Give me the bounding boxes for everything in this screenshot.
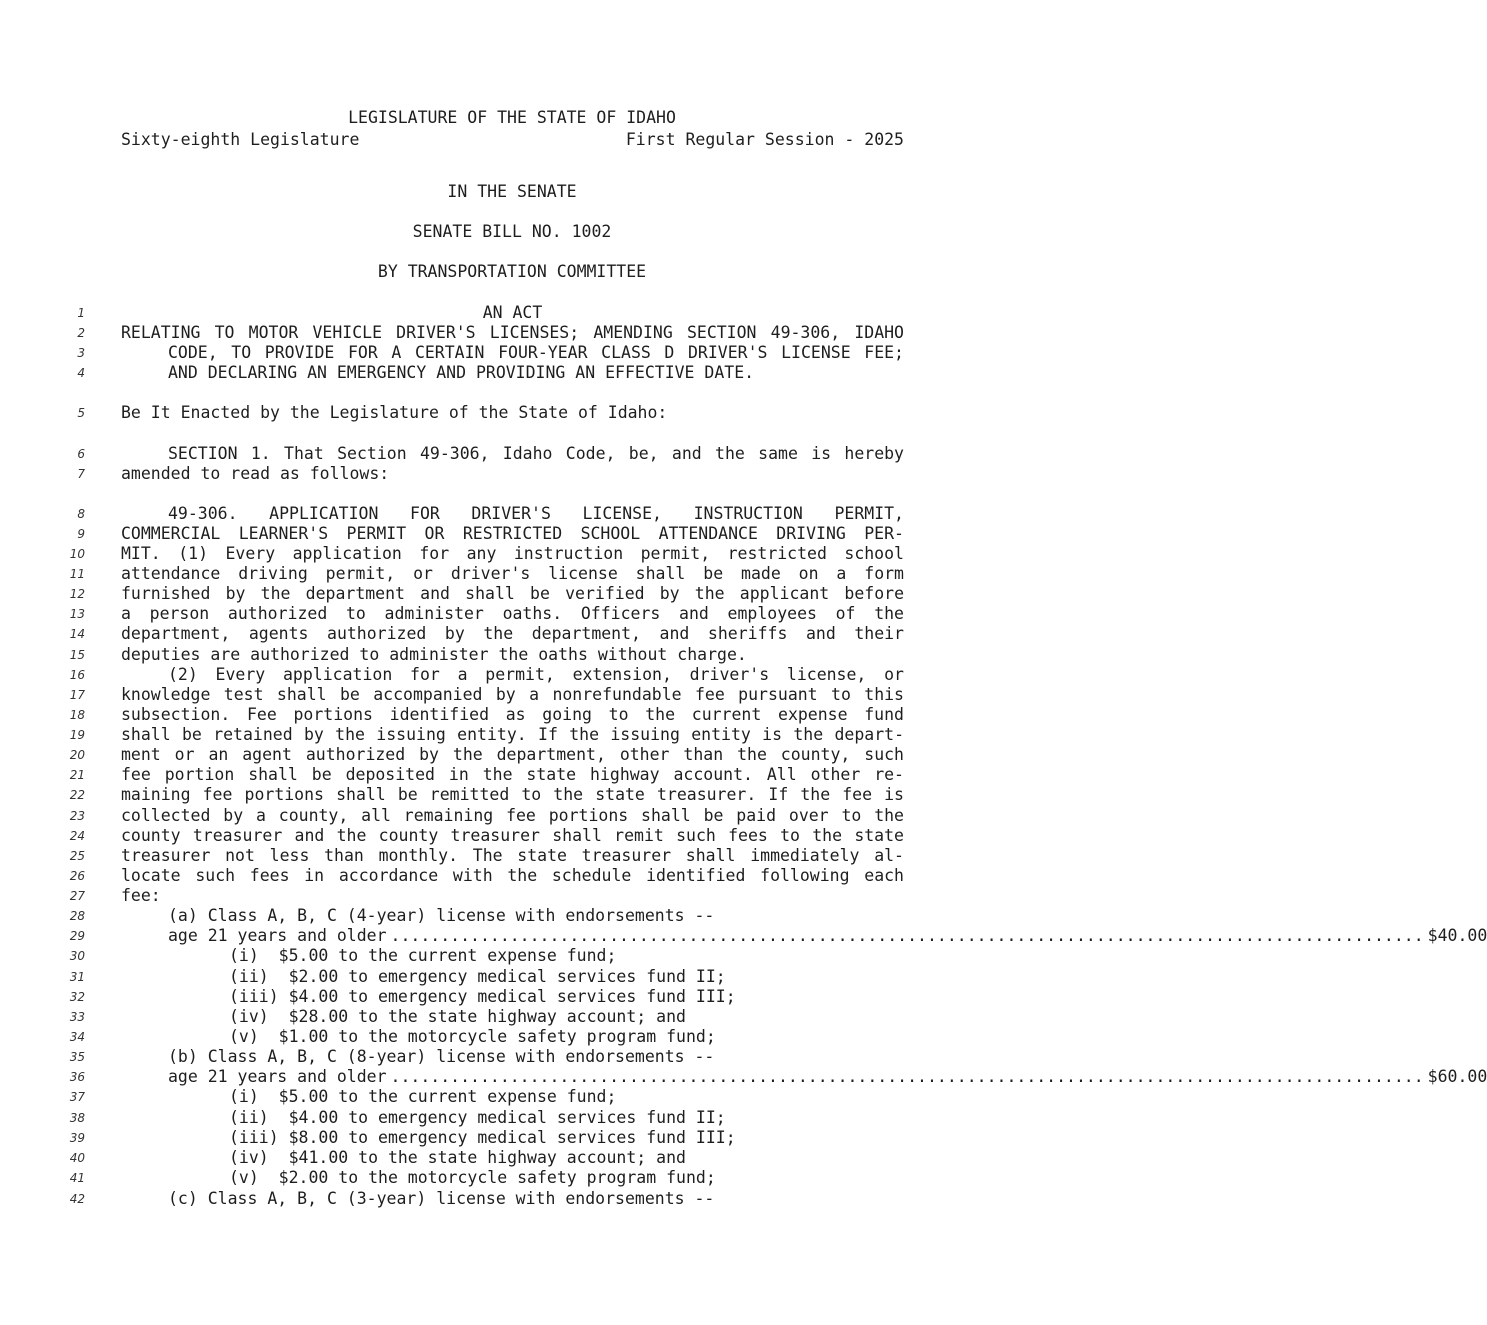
fee-allocation: (iv) $41.00 to the state highway account; and: [229, 1148, 686, 1167]
fee-total-label: age 21 years and older: [168, 1067, 387, 1086]
line-number: 5: [77, 406, 85, 420]
line-number: 40: [69, 1151, 85, 1165]
line-number: 9: [77, 527, 85, 541]
bill-text-line: fee:: [121, 886, 161, 905]
bill-text-line: department, agents authorized by the department, and sheriffs and their: [121, 624, 904, 643]
line-number: 22: [69, 788, 85, 802]
section-heading: SECTION 1. That Section 49-306, Idaho Code, be, and the same is hereby: [168, 444, 904, 463]
bill-text-line: AND DECLARING AN EMERGENCY AND PROVIDING AN EFFECTIVE DATE.: [168, 363, 755, 382]
fee-item-heading: (c) Class A, B, C (3-year) license with endorsements --: [168, 1189, 715, 1208]
line-number: 15: [69, 648, 85, 662]
line-number: 20: [69, 748, 85, 762]
line-number: 41: [69, 1171, 85, 1185]
chamber-label: IN THE SENATE: [447, 182, 577, 201]
line-number: 27: [69, 889, 85, 903]
line-number: 25: [69, 849, 85, 863]
line-number: 28: [69, 909, 85, 923]
bill-text-line: COMMERCIAL LEARNER'S PERMIT OR RESTRICTED SCHOOL ATTENDANCE DRIVING PER-: [121, 524, 904, 543]
line-number: 37: [69, 1090, 85, 1104]
line-number: 2: [77, 326, 85, 340]
line-number: 11: [69, 567, 85, 581]
line-number: 4: [77, 366, 85, 380]
fee-total-line: [168, 926, 1487, 946]
bill-number: SENATE BILL NO. 1002: [412, 222, 612, 241]
line-number: 12: [69, 587, 85, 601]
bill-text-line: amended to read as follows:: [121, 464, 390, 483]
bill-text-line: deputies are authorized to administer the oaths without charge.: [121, 645, 747, 664]
fee-allocation: (iv) $28.00 to the state highway account; and: [229, 1007, 686, 1026]
line-number: 31: [69, 970, 85, 984]
bill-text-line: county treasurer and the county treasurer shall remit such fees to the state: [121, 826, 904, 845]
fee-total-label: age 21 years and older: [168, 926, 387, 945]
code-section-title: 49-306. APPLICATION FOR DRIVER'S LICENSE, INSTRUCTION PERMIT,: [168, 504, 904, 523]
line-number: 32: [69, 990, 85, 1004]
dot-leader: ........................................................................................................: [390, 1067, 1424, 1086]
bill-text-line: fee portion shall be deposited in the state highway account. All other re-: [121, 765, 904, 784]
line-number: 13: [69, 607, 85, 621]
fee-item-heading: (b) Class A, B, C (8-year) license with endorsements --: [168, 1047, 715, 1066]
line-number: 24: [69, 829, 85, 843]
bill-text-line: subsection. Fee portions identified as going to the current expense fund: [121, 705, 904, 724]
line-number: 18: [69, 708, 85, 722]
legislature-number: Sixty-eighth Legislature: [121, 130, 360, 149]
fee-allocation: (iii) $4.00 to emergency medical services fund III;: [229, 987, 736, 1006]
line-number: 36: [69, 1070, 85, 1084]
line-number: 30: [69, 949, 85, 963]
fee-allocation: (i) $5.00 to the current expense fund;: [229, 1087, 617, 1106]
line-number: 29: [69, 929, 85, 943]
line-number: 8: [77, 507, 85, 521]
fee-allocation: (i) $5.00 to the current expense fund;: [229, 946, 617, 965]
line-number: 23: [69, 809, 85, 823]
fee-allocation: (v) $1.00 to the motorcycle safety program fund;: [229, 1027, 716, 1046]
line-number: 17: [69, 688, 85, 702]
fee-item-heading: (a) Class A, B, C (4-year) license with endorsements --: [168, 906, 715, 925]
line-number: 42: [69, 1192, 85, 1206]
bill-text-line: collected by a county, all remaining fee portions shall be paid over to the: [121, 806, 904, 825]
line-number: 7: [77, 467, 85, 481]
fee-allocation: (ii) $2.00 to emergency medical services fund II;: [229, 967, 726, 986]
line-number: 39: [69, 1131, 85, 1145]
bill-text-line: attendance driving permit, or driver's license shall be made on a form: [121, 564, 904, 583]
fee-amount: $60.00: [1427, 1067, 1487, 1086]
fee-total-line: [168, 1067, 1487, 1087]
dot-leader: ........................................................................................................: [390, 926, 1424, 945]
bill-text-line: knowledge test shall be accompanied by a nonrefundable fee pursuant to this: [121, 685, 904, 704]
bill-text-line: CODE, TO PROVIDE FOR A CERTAIN FOUR-YEAR CLASS D DRIVER'S LICENSE FEE;: [168, 343, 904, 362]
line-number: 16: [69, 668, 85, 682]
bill-text-line: shall be retained by the issuing entity. If the issuing entity is the depart-: [121, 725, 904, 744]
act-title: AN ACT: [482, 303, 543, 322]
line-number: 34: [69, 1030, 85, 1044]
fee-amount: $40.00: [1427, 926, 1487, 945]
line-number: 21: [69, 768, 85, 782]
line-number: 26: [69, 869, 85, 883]
line-number: 33: [69, 1010, 85, 1024]
fee-allocation: (v) $2.00 to the motorcycle safety program fund;: [229, 1168, 716, 1187]
legislature-title: LEGISLATURE OF THE STATE OF IDAHO: [348, 108, 676, 127]
bill-text-line: maining fee portions shall be remitted to the state treasurer. If the fee is: [121, 785, 904, 804]
bill-text-line: treasurer not less than monthly. The state treasurer shall immediately al-: [121, 846, 904, 865]
bill-text-line: RELATING TO MOTOR VEHICLE DRIVER'S LICENSES; AMENDING SECTION 49-306, IDAHO: [121, 323, 904, 342]
session-label: First Regular Session - 2025: [625, 130, 904, 149]
line-number: 14: [69, 627, 85, 641]
line-number: 38: [69, 1111, 85, 1125]
line-number: 35: [69, 1050, 85, 1064]
bill-text-line: (2) Every application for a permit, extension, driver's license, or: [168, 665, 904, 684]
line-number: 6: [77, 447, 85, 461]
line-number: 3: [77, 346, 85, 360]
bill-text-line: furnished by the department and shall be verified by the applicant before: [121, 584, 904, 603]
bill-text-line: MIT. (1) Every application for any instruction permit, restricted school: [121, 544, 904, 563]
line-number: 19: [69, 728, 85, 742]
enacting-clause: Be It Enacted by the Legislature of the State of Idaho:: [121, 403, 668, 422]
bill-text-line: locate such fees in accordance with the schedule identified following each: [121, 866, 904, 885]
line-number: 10: [69, 547, 85, 561]
line-number: 1: [77, 306, 85, 320]
bill-text-line: ment or an agent authorized by the department, other than the county, such: [121, 745, 904, 764]
fee-allocation: (iii) $8.00 to emergency medical services fund III;: [229, 1128, 736, 1147]
sponsor-label: BY TRANSPORTATION COMMITTEE: [377, 262, 647, 281]
fee-allocation: (ii) $4.00 to emergency medical services fund II;: [229, 1108, 726, 1127]
bill-text-line: a person authorized to administer oaths. Officers and employees of the: [121, 604, 904, 623]
